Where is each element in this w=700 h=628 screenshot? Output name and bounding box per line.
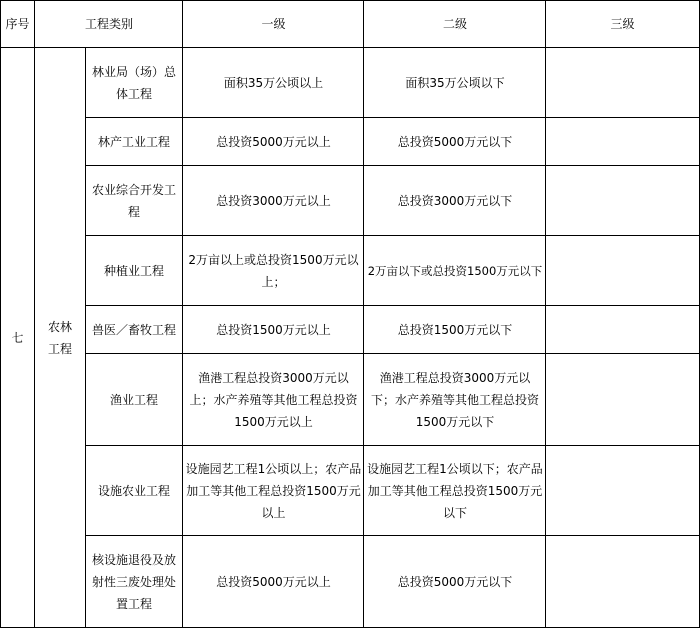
row-level3 [546,48,699,118]
row-level3 [546,236,699,306]
row-level2: 2万亩以下或总投资1500万元以下 [367,264,543,278]
grid-line [363,0,364,628]
row-level2: 设施园艺工程1公顷以下；农产品加工等其他工程总投资1500万元以下 [367,462,543,520]
header-seq: 序号 [5,17,30,31]
grid-line [182,0,183,628]
row-type: 设施农业工程 [97,484,170,498]
row-level1: 总投资1500万元以上 [216,323,331,337]
grid-line [0,47,700,48]
header-category: 工程类别 [84,17,133,31]
row-level1: 总投资5000万元以上 [216,135,331,149]
row-level1: 渔港工程总投资3000万元以上；水产养殖等其他工程总投资1500万元以上 [189,371,358,429]
row-type: 种植业工程 [103,264,164,278]
row-level2: 总投资5000万元以下 [397,135,513,149]
row-type: 兽医／畜牧工程 [91,323,176,337]
grid-line [545,0,546,628]
row-level2: 渔港工程总投资3000万元以下；水产养殖等其他工程总投资1500万元以下 [370,371,539,429]
grid-line [0,0,1,628]
row-level1: 总投资5000万元以上 [216,575,331,589]
row-level1: 总投资3000万元以上 [216,194,331,208]
row-type: 农业综合开发工程 [91,183,176,219]
row-type: 核设施退役及放射性三废处理处置工程 [91,553,176,611]
row-level3 [546,446,699,536]
row-level3 [546,118,699,166]
grid-line [85,353,700,354]
grid-line [85,235,700,236]
row-level2: 总投资5000万元以下 [397,575,513,589]
row-level3 [546,306,699,354]
grid-line [34,0,35,628]
grid-line [85,117,700,118]
row-type: 渔业工程 [109,393,158,407]
row-level2: 总投资3000万元以下 [397,194,513,208]
grid-line [85,165,700,166]
row-level1: 设施园艺工程1公顷以上；农产品加工等其他工程总投资1500万元以上 [185,462,362,520]
header-level1: 一级 [261,17,286,31]
grid-line [85,445,700,446]
grid-line [85,535,700,536]
row-type: 林产工业工程 [97,135,170,149]
group-seq: 七 [11,331,24,345]
grid-line [85,305,700,306]
row-level3 [546,536,699,628]
row-level2: 面积35万公顷以下 [405,76,505,90]
group-name: 农林工程 [47,320,72,356]
grid-line [85,47,86,628]
grid-line [0,0,700,1]
row-type: 林业局（场）总体工程 [91,65,176,101]
row-level1: 面积35万公顷以上 [223,76,324,90]
row-level2: 总投资1500万元以下 [397,323,513,337]
header-level3: 三级 [610,17,635,31]
row-level3 [546,354,699,446]
row-level3 [546,166,699,236]
row-level1: 2万亩以上或总投资1500万元以上； [188,253,359,289]
header-level2: 二级 [442,17,467,31]
